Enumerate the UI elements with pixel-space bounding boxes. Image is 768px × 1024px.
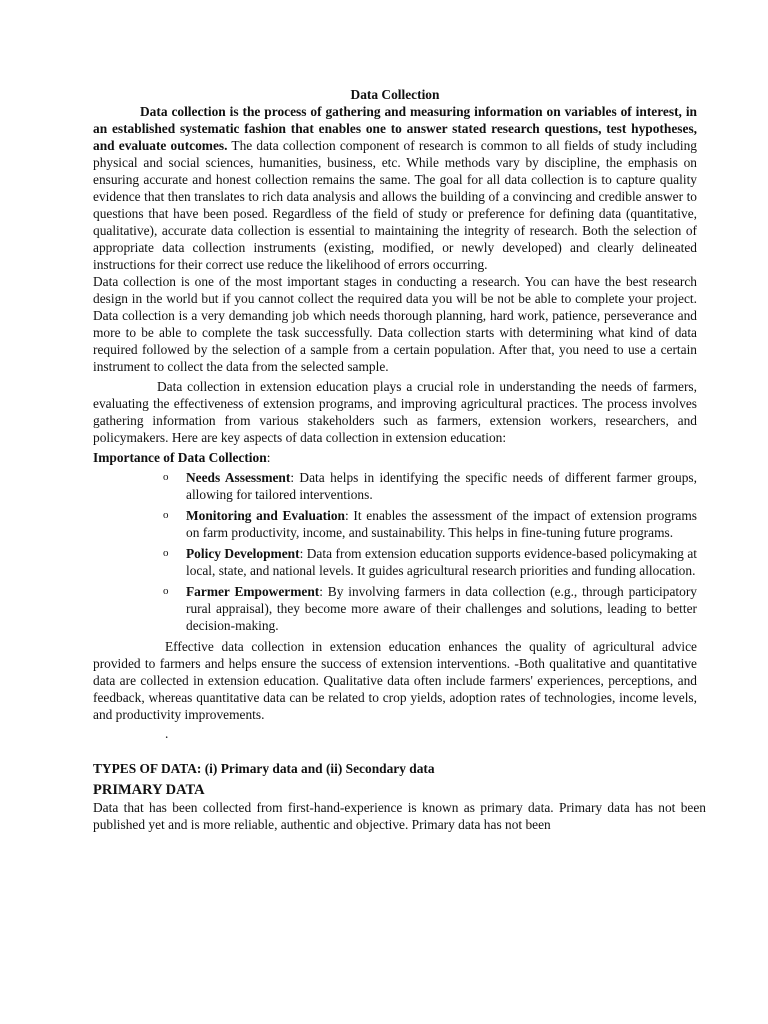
- document-page: [93, 86, 706, 833]
- bullet-term: Farmer Empowerment: [186, 584, 320, 599]
- types-of-data-heading: TYPES OF DATA: (i) Primary data and (ii) Secondary data: [93, 761, 435, 776]
- list-item: [163, 469, 697, 503]
- bullet-marker: o: [163, 585, 169, 597]
- stray-dot: .: [165, 726, 169, 741]
- paragraph-effective-collection: Effective data collection in extension education enhances the quality of agricultural advice provided to farmers and helps ensure the success of extension interventions. -Both qualitative and quantitative data are collected in extension education. Qualitative data often include farmers' experiences, perceptions, and feedback, whereas quantitative data can be related to crop yields, adoption rates of technologies, income levels, and productivity improvements.: [93, 639, 697, 722]
- list-item: [163, 583, 697, 634]
- bullet-marker: o: [163, 471, 169, 483]
- primary-data-heading: PRIMARY DATA: [93, 782, 205, 798]
- bullet-term: Monitoring and Evaluation: [186, 508, 345, 523]
- bullet-text: : By involving farmers in data collection (e.g., through participatory rural appraisal), they become more aware of their challenges and solutions, leading to better decision-making.: [186, 584, 697, 633]
- bullet-marker: o: [163, 509, 169, 521]
- list-item: [163, 545, 698, 579]
- bullet-text: : It enables the assessment of the impact of extension programs on farm productivity, income, and sustainability. This helps in fine-tuning future programs.: [186, 508, 697, 540]
- bullet-marker: o: [163, 547, 169, 559]
- definition-bold: Data collection is the process of gathering and measuring information on variables of interest, in an established systematic fashion that enables one to answer stated research questions, test hypotheses, and evaluate outcomes.: [93, 104, 697, 153]
- paragraph-primary-data: Data that has been collected from first-hand-experience is known as primary data. Primary data has not been published yet and is more reliable, authentic and objective. Primary data has not been: [93, 800, 706, 832]
- bullet-text: : Data from extension education supports evidence-based policymaking at local, state, and national levels. It guides agricultural research priorities and funding allocation.: [186, 546, 698, 578]
- paragraph-definition: [93, 103, 697, 273]
- list-item: [163, 507, 697, 541]
- importance-heading: Importance of Data Collection: [93, 450, 267, 465]
- paragraph-extension-education: Data collection in extension education plays a crucial role in understanding the needs of farmers, evaluating the effectiveness of extension programs, and improving agricultural practices. The process involves gathering information from various stakeholders such as farmers, extension workers, researchers, and policymakers. Here are key aspects of data collection in extension education:: [93, 379, 697, 445]
- bullet-term: Policy Development: [186, 546, 300, 561]
- document-title: Data Collection: [350, 87, 440, 102]
- bullet-term: Needs Assessment: [186, 470, 291, 485]
- bullet-text: : Data helps in identifying the specific needs of different farmer groups, allowing for tailored interventions.: [186, 470, 697, 502]
- importance-list: [93, 469, 697, 634]
- definition-rest: The data collection component of research is common to all fields of study including physical and social sciences, humanities, business, etc. While methods vary by discipline, the emphasis on ensuring accurate and honest collection remains the same. The goal for all data collection is to capture quality evidence that then translates to rich data analysis and allows the building of a convincing and credible answer to questions that have been posed. Regardless of the field of study or preference for defining data (quantitative, qualitative), accurate data collection is essential to maintaining the integrity of research. Both the selection of appropriate data collection instruments (existing, modified, or newly developed) and clearly delineated instructions for their correct use reduce the likelihood of errors occurring.: [93, 138, 697, 272]
- paragraph-importance-stage: Data collection is one of the most important stages in conducting a research. You can have the best research design in the world but if you cannot collect the required data you will be not be able to complete your project. Data collection is a very demanding job which needs thorough planning, hard work, patience, perseverance and more to be able to complete the task successfully. Data collection starts with determining what kind of data required followed by the selection of a sample from a certain population. After that, you need to use a certain instrument to collect the data from the selected sample.: [93, 274, 697, 374]
- importance-heading-line: Importance of Data Collection:: [93, 450, 271, 465]
